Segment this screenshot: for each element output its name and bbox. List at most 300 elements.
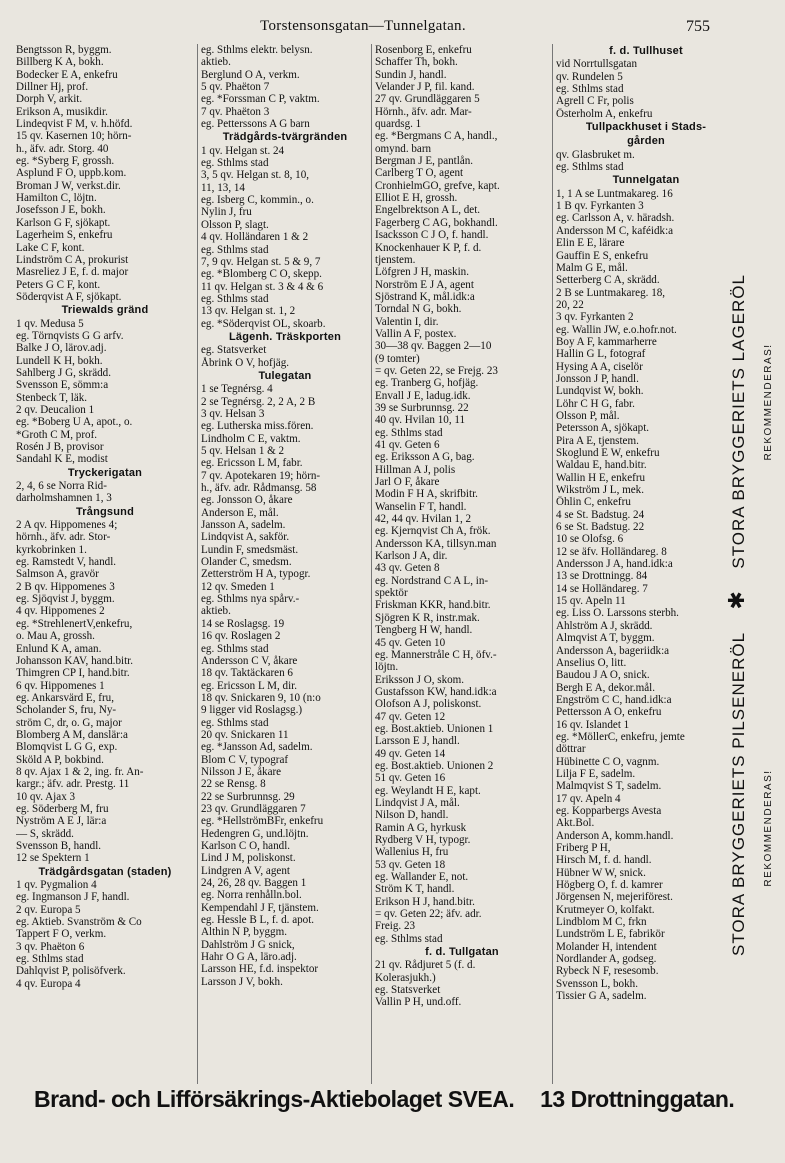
directory-entry: Agrell C Fr, polis [556,95,634,108]
directory-entry: eg. Nordstrand C A L, in- [375,574,489,587]
directory-entry: Jörgensen N, mejeriförest. [556,891,673,904]
directory-entry: Wallin H E, enkefru [556,471,646,484]
directory-entry: Olsson P, slagt. [201,218,269,231]
directory-entry: Vallin A F, postex. [375,327,457,340]
directory-entry: 3 qv. Helsan 3 [201,407,265,420]
directory-entry: *Groth C M, prof. [16,428,98,441]
directory-entry: Baudou J A O, snick. [556,669,650,682]
directory-entry: = qv. Geten 22; äfv. adr. [375,908,482,921]
directory-entry: eg. Sthlms stad [16,953,84,966]
directory-entry: Molander H, intendent [556,940,657,953]
directory-entry: Gustafsson KW, hand.idk:a [375,685,497,698]
directory-entry: Malmqvist S T, sadelm. [556,780,662,793]
directory-entry: 15 qv. Kasernen 10; hörn- [16,130,132,143]
directory-entry: eg. Sthlms elektr. belysn. [201,44,313,56]
directory-entry: eg. Söderberg M, fru [16,802,109,815]
directory-entry: eg. Kjernqvist Ch A, frök. [375,525,491,538]
directory-entry: Freig. 23 [375,920,416,933]
directory-entry: eg. Isberg C, kommin., o. [201,194,314,207]
directory-entry: eg. Sthlms stad [201,157,269,170]
directory-entry: Erikson A, musikdir. [16,105,108,118]
directory-entry: Larsson J V, bokh. [201,975,283,988]
directory-entry: eg. Sthlms stad [556,161,624,174]
directory-entry: 20, 22 [556,298,584,311]
directory-entry: löjtn. [375,661,399,674]
directory-entry: kargr.; äfv. adr. Prestg. 11 [16,778,130,791]
directory-entry: Karlson J A, dir. [375,550,448,563]
ad-lager-brand: STORA BRYGGERIETS LAGERÖL [729,274,748,569]
ad-pilsener-note: REKOMMENDERAS! [763,769,774,887]
directory-entry: Nilsson J E, åkare [201,765,282,778]
directory-entry: eg. *Bergmans C A, handl., [375,130,498,143]
directory-entry: Elliot E H, grossh. [375,192,458,205]
column-1 [16,44,194,1084]
directory-entry: Zetterström H A, typogr. [201,568,311,581]
directory-entry: Andersson J A, hand.idk:a [556,558,673,571]
directory-entry: Larsson E J, handl. [375,735,460,748]
directory-entry: 12 se äfv. Holländareg. 8 [556,545,667,558]
directory-entry: Lagerheim S, enkefru [16,229,113,242]
directory-entry: eg. Ericsson L M, fabr. [201,457,303,470]
directory-entry: eg. *Söderqvist OL, skoarb. [201,317,326,330]
directory-entry: Hallin G L, fotograf [556,348,646,361]
directory-entry: Modin F H A, skrifbitr. [375,488,478,501]
directory-entry: 49 qv. Geten 14 [375,747,446,760]
directory-entry: Ahlström A J, skrädd. [556,619,653,632]
street-heading: Tunnelgatan [612,174,680,187]
directory-entry: Åbrink O V, hofjäg. [201,356,290,369]
directory-entry: Malm G E, mål. [556,261,628,274]
directory-entry: Wanselin F T, handl. [375,500,467,513]
directory-entry: Lindholm C E, vaktm. [201,432,301,445]
directory-entry: Öhlin C, enkefru [556,496,631,509]
directory-entry: Rosenborg E, enkefru [375,44,472,56]
directory-entry: 41 qv. Geten 6 [375,439,440,451]
directory-entry: eg. Wallander E, not. [375,871,469,884]
directory-entry: 20 qv. Snickaren 11 [201,728,289,741]
directory-entry: Lilja F E, sadelm. [556,767,636,780]
directory-entry: Friskman KKR, hand.bitr. [375,599,491,612]
directory-entry: hörnh., äfv. adr. Stor- [16,531,111,544]
directory-entry: 21 qv. Rådjuret 5 (f. d. [375,959,476,972]
directory-entry: Fagerberg C AG, bokhandl. [375,216,498,229]
directory-entry: 12 qv. Smeden 1 [201,580,275,593]
directory-entry: Löhr C H G, fabr. [556,397,635,410]
directory-entry: eg. *MöllerC, enkefru, jemte [556,730,685,743]
directory-entry: Löfgren J H, maskin. [375,266,469,279]
column-3 [371,44,549,1084]
directory-entry: eg. Sjöqvist J, byggm. [16,593,115,606]
directory-entry: 3, 5 qv. Helgan st. 8, 10, [201,169,310,182]
directory-entry: Tengberg H W, handl. [375,624,473,637]
directory-entry: Karlson C O, handl. [201,840,291,852]
directory-entry: 1 se Tegnérsg. 4 [201,383,273,396]
directory-entry: Rosén J B, provisor [16,441,104,453]
directory-entry: Nordlander A, godseg. [556,953,657,966]
directory-entry: o. Mau A, grossh. [16,630,95,643]
side-ad-notes [752,270,782,960]
directory-entry: eg. Ericsson L M, dir. [201,679,298,692]
directory-entry: eg. Carlsson A, v. häradsh. [556,212,675,225]
directory-entry: Schaffer Th, bokh. [375,56,458,69]
directory-entry: Nilson D, handl. [375,809,449,822]
directory-entry: Hamilton C, löjtn. [16,192,97,205]
street-heading: Trädgårdsgatan (staden) [38,865,172,878]
directory-entry: Engström C C, hand.idk:a [556,693,672,706]
directory-entry: Sjögren K R, instr.mak. [375,611,480,624]
directory-entry: Lundin F, smedsmäst. [201,543,299,556]
directory-entry: 1 qv. Medusa 5 [16,317,84,330]
directory-entry: eg. Kopparbergs Avesta [556,804,662,817]
directory-entry: Lindgren A V, agent [201,864,290,877]
directory-entry: eg. Sthlms stad [556,83,624,96]
directory-entry: 10 se Olofsg. 6 [556,533,624,546]
street-heading: Tulegatan [258,369,312,382]
directory-entry: 13 se Drottningg. 84 [556,570,648,583]
ad-pilsener-brand: STORA BRYGGERIETS PILSENERÖL [729,631,748,956]
directory-entry: Olofson A J, poliskonst. [375,698,482,711]
column-2 [197,44,369,1084]
directory-entry: Erikson H J, hand.bitr. [375,895,475,908]
directory-columns [16,44,758,1084]
directory-entry: Josefsson J E, bokh. [16,204,106,217]
directory-entry: eg. Aktieb. Svanström & Co [16,916,142,929]
directory-entry: Rydberg V H, typogr. [375,834,471,846]
directory-entry: Velander J P, fil. kand. [375,81,475,94]
directory-entry: 8 qv. Ajax 1 & 2, ing. fr. An- [16,765,144,778]
directory-entry: 7 qv. Phaëton 3 [201,105,270,118]
street-heading: f. d. Tullhuset [609,45,683,57]
directory-entry: eg. Ankarsvärd E, fru, [16,691,114,704]
directory-entry: eg. Wallin JW, e.o.hofr.not. [556,323,677,336]
directory-entry: Svensson E, sömm:a [16,379,109,392]
directory-entry: Anderson A, komm.handl. [556,829,674,842]
directory-entry: 16 qv. Roslagen 2 [201,630,281,643]
directory-entry: eg. Statsverket [375,984,441,997]
street-heading: f. d. Tullgatan [425,946,499,959]
directory-entry: spektör [375,587,408,600]
directory-entry: 14 se Holländareg. 7 [556,582,648,595]
directory-entry: 1, 1 A se Luntmakareg. 16 [556,187,673,200]
directory-entry: Dillner Hj, prof. [16,81,89,94]
directory-entry: Envall J E, ladug.idk. [375,389,471,402]
directory-entry: 2 qv. Europa 5 [16,903,81,916]
directory-entry: 2 B se Luntmakareg. 18, [556,286,666,299]
directory-entry: Lindqvist J A, mål. [375,796,460,809]
directory-entry: Scholander S, fru, Ny- [16,704,117,717]
side-advertisements [722,270,782,960]
directory-entry: Jarl O F, åkare [375,476,440,489]
directory-entry: h., äfv. adr. Rådmansg. 58 [201,482,317,495]
directory-entry: Dahlqvist P, polisöfverk. [16,965,126,978]
directory-entry: Andersson M C, kaféidk:a [556,224,674,237]
directory-entry: 17 qv. Apeln 4 [556,792,621,805]
directory-entry: Olander C, smedsm. [201,556,292,569]
directory-entry: Högberg O, f. d. kamrer [556,879,663,892]
directory-entry: Masreliez J E, f. d. major [16,266,129,279]
directory-entry: Engelbrektson A L, det. [375,204,481,217]
directory-entry: 23 qv. Grundläggaren 7 [201,802,306,815]
directory-entry: eg. *Forssman C P, vaktm. [201,93,320,106]
directory-entry: Bergman J E, pantlån. [375,155,474,168]
directory-entry: Lind J M, poliskonst. [201,852,296,865]
directory-entry: Eriksson J O, skom. [375,673,465,686]
directory-entry: Lundström L E, fabrikör [556,928,665,941]
directory-entry: Anderson E, mål. [201,506,279,519]
directory-entry: Althin N P, byggm. [201,926,287,939]
directory-entry: 4 qv. Hippomenes 2 [16,605,105,618]
directory-entry: Lindblom M C, frkn [556,916,647,929]
directory-entry: Almqvist A T, byggm. [556,632,655,645]
directory-entry: vid Norrtullsgatan [556,58,638,71]
directory-entry: Hedengren G, und.löjtn. [201,827,309,840]
directory-entry: — S, skrädd. [16,827,74,840]
street-heading: gården [627,135,665,148]
directory-entry: Carlberg T O, agent [375,167,464,180]
directory-entry: eg. Norra renhålln.bol. [201,889,302,902]
directory-entry: 1 B qv. Fyrkanten 3 [556,200,644,213]
directory-entry: kyrkobrinken 1. [16,543,87,556]
directory-entry: Dahlström J G snick, [201,938,295,951]
directory-entry: Broman J W, verkst.dir. [16,179,121,192]
directory-entry: Petersson A, sjökapt. [556,422,650,435]
directory-entry: Ström K T, handl. [375,883,455,896]
directory-entry: ström C, dr, o. G, major [16,716,122,729]
directory-entry: 11 qv. Helgan st. 3 & 4 & 6 [201,280,324,293]
footer-advertisement [34,1086,754,1126]
directory-entry: Sahlberg J G, skrädd. [16,366,112,379]
directory-entry: Waldau E, hand.bitr. [556,459,647,472]
street-heading: Tryckerigatan [67,466,143,479]
directory-entry: 6 qv. Hippomenes 1 [16,679,105,692]
directory-entry: 7 qv. Apotekaren 19; hörn- [201,469,321,482]
directory-entry: 53 qv. Geten 18 [375,858,446,871]
directory-entry: Peters G C F, kont. [16,278,101,291]
directory-entry: Blom C V, typograf [201,753,289,766]
directory-entry: 2 B qv. Hippomenes 3 [16,580,115,593]
directory-entry: eg. *Jansson Ad, sadelm. [201,741,313,754]
directory-entry: 4 qv. Holländaren 1 & 2 [201,231,309,244]
directory-entry: Asplund F O, uppb.kom. [16,167,127,180]
directory-entry: eg. Hessle B L, f. d. apot. [201,914,315,927]
directory-entry: 11, 13, 14 [201,181,245,194]
directory-entry: Bodecker E A, enkefru [16,68,118,81]
directory-entry: 16 qv. Islandet 1 [556,718,630,731]
directory-entry: eg. Weylandt H E, kapt. [375,784,481,797]
directory-entry: Johansson KAV, hand.bitr. [16,654,134,667]
directory-entry: Söderqvist A F, sjökapt. [16,290,122,303]
directory-entry: eg. Sthlms nya spårv.- [201,593,300,606]
directory-entry: 18 qv. Taktäckaren 6 [201,667,293,680]
directory-entry: Torndal N G, bokh. [375,303,462,316]
directory-entry: Pettersson A O, enkefru [556,706,662,719]
asterisk-ornament-icon: ✱ [724,591,749,610]
directory-entry: 4 qv. Europa 4 [16,977,81,990]
directory-entry: Andersson C V, åkare [201,654,298,667]
directory-entry: Sköld A P, bokbind. [16,753,104,766]
directory-entry: Bergh E A, dekor.mål. [556,681,656,694]
directory-entry: Hörnh., äfv. adr. Mar- [375,105,472,118]
directory-entry: Lindström C A, prokurist [16,253,129,266]
directory-entry: Lundell K H, bokh. [16,354,103,367]
directory-entry: Berglund O A, verkm. [201,68,300,81]
directory-entry: 4 se St. Badstug. 24 [556,508,645,521]
directory-entry: 2 qv. Deucalion 1 [16,403,95,416]
directory-entry: Isacksson C J O, f. handl. [375,229,489,242]
side-ad-pilsener [722,270,752,960]
directory-entry: Akt.Bol. [556,817,595,830]
directory-entry: 3 qv. Fyrkanten 2 [556,311,634,324]
directory-entry: 3 qv. Phaëton 6 [16,940,85,953]
directory-entry: Gauffin E S, enkefru [556,249,649,262]
directory-entry: Norström E J A, agent [375,278,474,291]
directory-entry: 15 qv. Apeln 11 [556,595,626,608]
directory-entry: Hahr O G A, läro.adj. [201,951,297,964]
directory-entry: Kempendahl J F, tjänstem. [201,901,319,914]
directory-entry: 13 qv. Helgan st. 1, 2 [201,305,296,318]
directory-entry: Pira A E, tjenstem. [556,434,639,447]
directory-entry: Andersson A, bageriidk:a [556,644,670,657]
directory-entry: eg. Bost.aktieb. Unionen 2 [375,759,494,772]
directory-entry: aktieb. [201,605,231,618]
directory-entry: 18 qv. Snickaren 9, 10 (n:o [201,691,321,704]
page-title: Torstensonsgatan—Tunnelgatan. [260,18,466,34]
directory-entry: Sjöstrand K, mål.idk:a [375,290,475,303]
directory-entry: Friberg P H, [556,842,611,854]
directory-entry: Hillman A J, polis [375,463,456,476]
directory-entry: quardsg. 1 [375,118,422,131]
directory-entry: Enlund K A, aman. [16,642,102,655]
column-4 [552,44,736,1084]
directory-entry: qv. Rundelen 5 [556,70,623,83]
directory-entry: = qv. Geten 22, se Frejg. 23 [375,364,498,377]
directory-entry: Anselius O, litt. [556,656,627,669]
directory-entry: eg. Lutherska miss.fören. [201,420,314,433]
footer-address: 13 Drottninggatan. [540,1086,735,1112]
directory-entry: Stenbeck T, läk. [16,391,88,404]
directory-entry: Setterberg C A, skrädd. [556,274,660,287]
directory-entry: Nylin J, fru [201,206,252,219]
directory-entry: 24, 26, 28 qv. Baggen 1 [201,877,307,890]
directory-entry: 43 qv. Geten 8 [375,562,440,575]
directory-entry: 30—38 qv. Baggen 2—10 [375,340,492,353]
directory-entry: Krutmeyer O, kolfakt. [556,903,655,916]
directory-entry: döttrar [556,743,586,756]
directory-entry: 27 qv. Grundläggaren 5 [375,93,480,106]
directory-entry: 14 se Roslagsg. 19 [201,617,285,630]
directory-entry: tjenstem. [375,253,416,266]
directory-entry: Blomqvist L G G, exp. [16,741,118,754]
directory-entry: 2 se Tegnérsg. 2, 2 A, 2 B [201,395,316,408]
directory-entry: 22 se Rensg. 8 [201,778,266,791]
directory-entry: 39 se Surbrunnsg. 22 [375,401,469,414]
page-number: 755 [686,18,710,35]
directory-entry: (9 tomter) [375,352,420,365]
directory-entry: Lindqvist A, sakför. [201,531,290,544]
directory-entry: Jonsson J P, handl. [556,372,639,385]
street-heading: Lägenh. Träskporten [229,330,341,343]
directory-entry: h., äfv. adr. Storg. 40 [16,142,109,155]
street-heading: Trångsund [75,505,135,518]
directory-entry: eg. Sthlms stad [375,426,443,439]
directory-entry: eg. Törnqvists G G arfv. [16,329,124,342]
directory-entry: eg. Sthlms stad [201,642,269,655]
directory-entry: eg. Sthlms stad [201,243,269,256]
directory-entry: aktieb. [201,56,231,69]
ad-lager-note: REKOMMENDERAS! [763,343,774,461]
directory-entry: Blomberg A M, danslär:a [16,728,128,741]
directory-entry: 2, 4, 6 se Norra Rid- [16,480,107,493]
directory-entry: 1 qv. Helgan st. 24 [201,144,285,157]
directory-entry: Balke J O, lärov.adj. [16,342,107,355]
directory-entry: Sandahl K E, modist [16,453,108,466]
directory-entry: 5 qv. Phaëton 7 [201,81,270,94]
directory-entry: 5 qv. Helsan 1 & 2 [201,445,285,457]
directory-entry: Karlson G F, sjökapt. [16,216,111,229]
footer-company: Brand- och Lifförsäkrings-Aktiebolaget SVEA. [34,1086,515,1112]
directory-entry: Thimgren CP I, hand.bitr. [16,667,130,680]
directory-entry: Hirsch M, f. d. handl. [556,854,652,867]
page-header [18,18,708,40]
directory-entry: Hübinette C O, vagnm. [556,755,660,768]
directory-entry: Österholm A, enkefru [556,107,653,120]
directory-entry: Dorph V, arkit. [16,93,83,106]
directory-entry: Kolerasjukh.) [375,971,436,984]
directory-entry: Ramin A G, hyrkusk [375,821,467,834]
directory-entry: eg. Eriksson A G, bag. [375,451,475,464]
directory-entry: CronhielmGO, grefve, kapt. [375,179,500,192]
directory-entry: Lundqvist W, bokh. [556,385,644,398]
directory-entry: Sundin J, handl. [375,68,447,81]
directory-entry: eg. Statsverket [201,344,267,357]
directory-entry: eg. *Syberg F, grossh. [16,155,115,168]
directory-entry: Svensson B, handl. [16,840,102,852]
directory-entry: eg. Jonsson O, åkare [201,494,293,507]
directory-entry: Tissier G A, sadelm. [556,990,647,1003]
directory-entry: eg. *Boberg U A, apot., o. [16,416,133,429]
directory-entry: eg. Sthlms stad [201,292,269,305]
directory-entry: eg. Ingmanson J F, handl. [16,891,130,904]
directory-entry: Valentin I, dir. [375,315,439,328]
directory-entry: 42, 44 qv. Hvilan 1, 2 [375,513,472,526]
street-heading: Trädgårds-tvärgränden [222,131,348,144]
directory-entry: Lake C F, kont. [16,241,85,254]
directory-entry: 45 qv. Geten 10 [375,636,446,649]
directory-entry: eg. Liss O. Larssons sterbh. [556,607,679,620]
directory-entry: Wikström J L, mek. [556,484,644,497]
directory-entry: Lindeqvist F M, v. h.höfd. [16,118,133,131]
directory-entry: Hübner W W, snick. [556,866,646,879]
directory-entry: Knockenhauer K P, f. d. [375,241,482,254]
directory-entry: eg. *StrehlenertV,enkefru, [16,617,133,630]
directory-entry: 7, 9 qv. Helgan st. 5 & 9, 7 [201,255,321,268]
street-heading: Tullpackhuset i Stads- [585,121,707,134]
directory-entry: Svensson L, bokh. [556,977,638,990]
directory-entry: Larsson HE, f.d. inspektor [201,963,319,976]
directory-entry: eg. *Blomberg C O, skepp. [201,268,322,281]
directory-entry: Bengtsson R, byggm. [16,44,112,56]
directory-entry: Billberg K A, bokh. [16,56,104,69]
directory-entry: eg. Bost.aktieb. Unionen 1 [375,722,494,735]
directory-entry: darholmshamnen 1, 3 [16,492,112,505]
directory-entry: Skoglund E W, enkefru [556,447,660,459]
directory-entry: Olsson P, mål. [556,409,620,422]
directory-entry: 12 se Spektern 1 [16,852,90,865]
directory-entry: 40 qv. Hvilan 10, 11 [375,414,466,427]
directory-entry: 22 se Surbrunnsg. 29 [201,790,295,803]
directory-entry: eg. Tranberg G, hofjäg. [375,377,479,390]
directory-entry: Wallenius H, fru [375,846,449,859]
